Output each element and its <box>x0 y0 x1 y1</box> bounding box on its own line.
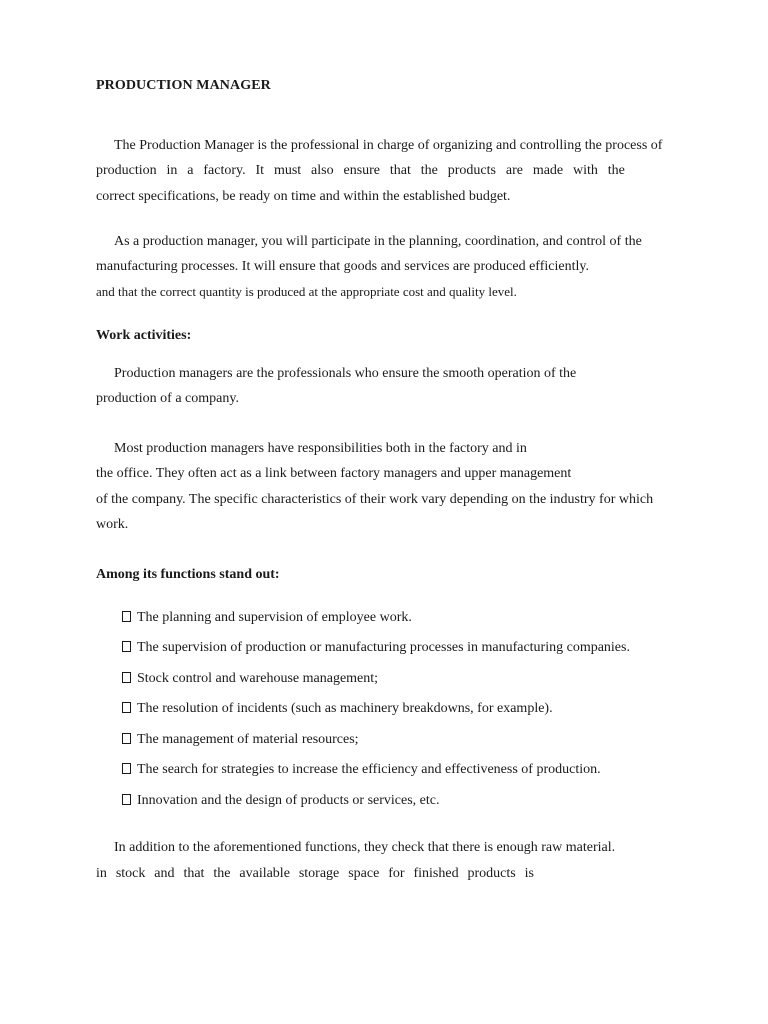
word: the <box>213 866 231 881</box>
list-item-text: The management of material resources; <box>137 732 359 747</box>
word: that <box>183 866 205 881</box>
paragraph-2-line-3: and that the correct quantity is produced at the appropriate cost and quality level. <box>96 284 517 299</box>
word: It <box>255 163 265 178</box>
paragraph-5-line-1 <box>114 839 654 857</box>
paragraph-3-line-1: Production managers are the professionals who ensure the smooth operation of the <box>114 366 577 381</box>
word: available <box>239 866 290 881</box>
document-title: PRODUCTION MANAGER <box>96 78 271 93</box>
word: products <box>467 866 516 881</box>
paragraph-4-line-1: Most production managers have responsibilities both in the factory and in <box>114 441 527 456</box>
word: the <box>420 163 438 178</box>
list-item <box>122 731 359 749</box>
list-item-text: Innovation and the design of products or services, etc. <box>137 793 440 808</box>
checkbox-bullet-icon <box>122 733 131 744</box>
paragraph-5-line-1-text: In addition to the aforementioned functions, they check that there is enough raw material. <box>114 840 616 855</box>
word: in <box>166 163 178 178</box>
word: in <box>96 866 107 881</box>
word: storage <box>298 866 340 881</box>
list-item <box>122 670 378 688</box>
section-heading-work-activities: Work activities: <box>96 328 192 343</box>
word: a <box>187 163 194 178</box>
word: must <box>273 163 302 178</box>
paragraph-2-line-1: As a production manager, you will participate in the planning, coordination, and control of the <box>114 234 642 249</box>
checkbox-bullet-icon <box>122 702 131 713</box>
list-item-text: The supervision of production or manufacturing processes in manufacturing companies. <box>137 640 630 655</box>
section-heading-functions: Among its functions stand out: <box>96 567 280 582</box>
word: for <box>388 866 405 881</box>
paragraph-5-line-2 <box>96 865 534 883</box>
paragraph-4-line-4: work. <box>96 517 129 532</box>
checkbox-bullet-icon <box>122 794 131 805</box>
list-item-text: Stock control and warehouse management; <box>137 671 379 686</box>
word: also <box>311 163 334 178</box>
paragraph-4-line-2: the office. They often act as a link between factory managers and upper management <box>96 466 572 481</box>
word: factory. <box>203 163 246 178</box>
word: products <box>447 163 496 178</box>
list-item <box>122 639 630 657</box>
list-item <box>122 700 553 718</box>
word: ensure <box>343 163 381 178</box>
checkbox-bullet-icon <box>122 611 131 622</box>
word: that <box>389 163 411 178</box>
checkbox-bullet-icon <box>122 763 131 774</box>
word: the <box>607 163 625 178</box>
word: space <box>348 866 380 881</box>
paragraph-1-line-2 <box>96 162 625 180</box>
list-item <box>122 761 601 779</box>
word: with <box>573 163 598 178</box>
paragraph-3-line-2: production of a company. <box>96 391 239 406</box>
checkbox-bullet-icon <box>122 672 131 683</box>
word: production <box>96 163 157 178</box>
word: finished <box>413 866 459 881</box>
word: and <box>154 866 175 881</box>
paragraph-4-line-3: of the company. The specific characteristics of their work vary depending on the industry for which <box>96 492 654 507</box>
word: are <box>505 163 523 178</box>
paragraph-1-line-1: The Production Manager is the professional in charge of organizing and controlling the process of <box>114 138 663 153</box>
checkbox-bullet-icon <box>122 641 131 652</box>
paragraph-1-line-3: correct specifications, be ready on time and within the established budget. <box>96 189 511 204</box>
list-item-text: The planning and supervision of employee work. <box>137 610 412 625</box>
list-item <box>122 792 439 810</box>
word: stock <box>115 866 146 881</box>
list-item-text: The search for strategies to increase the efficiency and effectiveness of production. <box>137 762 601 777</box>
list-item <box>122 609 412 627</box>
word: made <box>532 163 564 178</box>
paragraph-2-line-2: manufacturing processes. It will ensure that goods and services are produced efficiently. <box>96 259 589 274</box>
word: is <box>524 866 534 881</box>
list-item-text: The resolution of incidents (such as machinery breakdowns, for example). <box>137 701 553 716</box>
